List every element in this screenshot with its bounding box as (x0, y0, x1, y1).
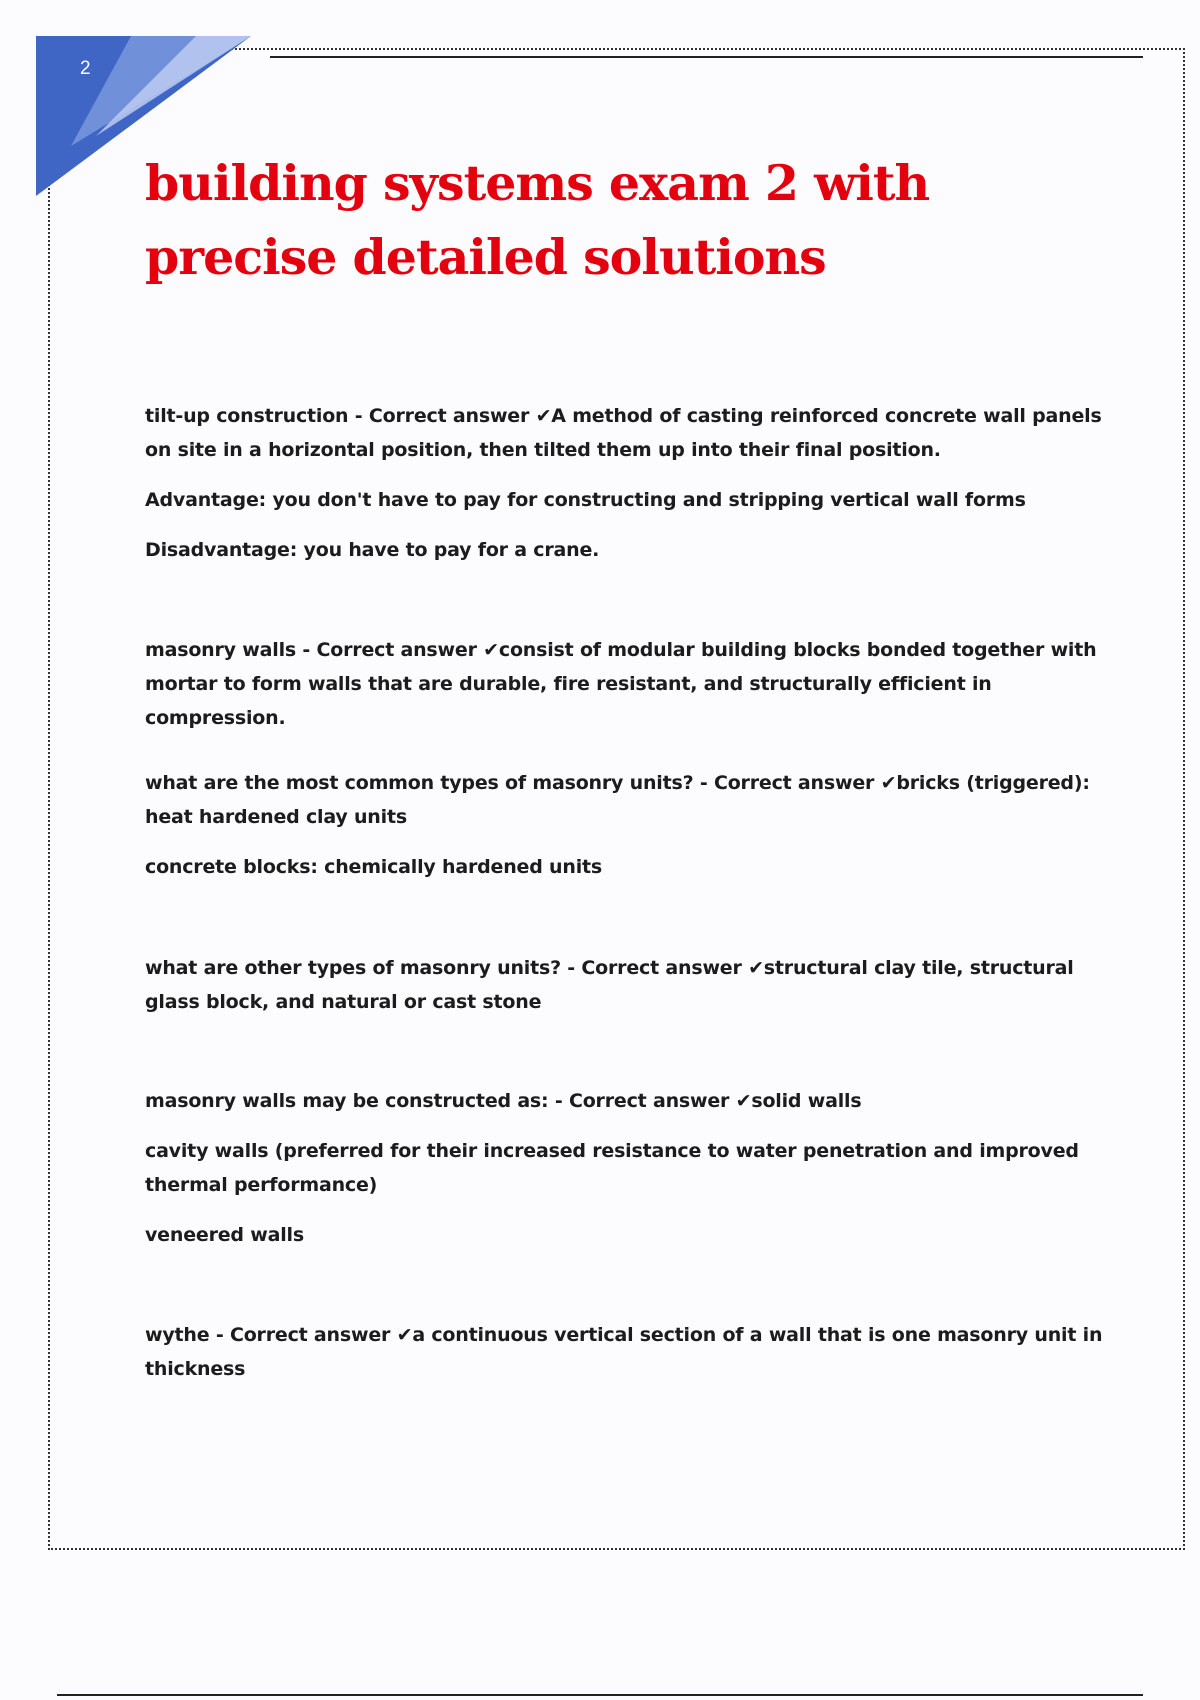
footer-rule (57, 1694, 1143, 1696)
qa-extra-line: Advantage: you don't have to pay for constructing and stripping vertical wall forms (145, 489, 1026, 511)
qa-question-answer: what are the most common types of masonry units? - Correct answer ✔bricks (triggered): heat hardened clay units (145, 772, 1090, 828)
header-rule (270, 56, 1143, 58)
qa-question-answer: wythe - Correct answer ✔a continuous vertical section of a wall that is one masonry unit in thickness (145, 1324, 1103, 1380)
qa-question-answer: masonry walls may be constructed as: - Correct answer ✔solid walls (145, 1090, 862, 1112)
qa-entry (145, 1084, 1105, 1268)
qa-extra-line: cavity walls (preferred for their increased resistance to water penetration and improved thermal performance) (145, 1140, 1079, 1196)
qa-entry (145, 1318, 1105, 1402)
page-number: 2 (80, 58, 91, 79)
qa-extra-line: veneered walls (145, 1224, 304, 1246)
qa-entry (145, 951, 1105, 1035)
qa-entry (145, 399, 1105, 583)
document-title: building systems exam 2 with precise detailed solutions (145, 154, 930, 286)
qa-entry (145, 766, 1105, 900)
qa-extra-line: concrete blocks: chemically hardened units (145, 856, 603, 878)
qa-question-answer: tilt-up construction - Correct answer ✔A method of casting reinforced concrete wall panels on site in a horizontal position, then tilted them up into their final position. (145, 405, 1102, 461)
qa-question-answer: masonry walls - Correct answer ✔consist of modular building blocks bonded together with mortar to form walls that are durable, fire resistant, and structurally efficient in compression. (145, 639, 1097, 729)
qa-question-answer: what are other types of masonry units? - Correct answer ✔structural clay tile, structural glass block, and natural or cast stone (145, 957, 1074, 1013)
qa-extra-line: Disadvantage: you have to pay for a crane. (145, 539, 600, 561)
qa-entry (145, 633, 1105, 751)
